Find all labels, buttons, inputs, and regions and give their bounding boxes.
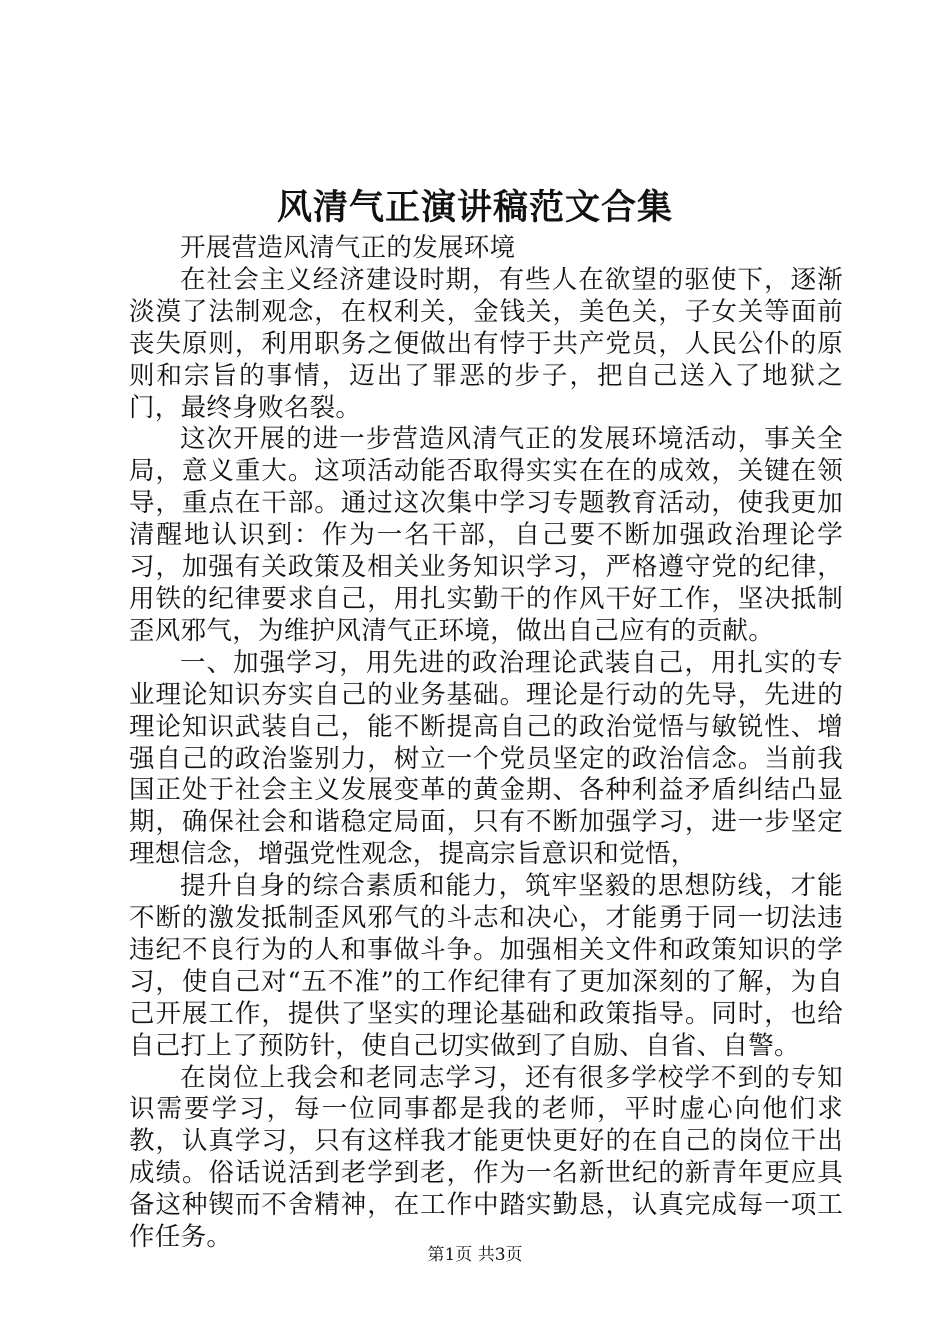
document-title: 风清气正演讲稿范文合集 — [276, 187, 673, 228]
body-paragraph: 这次开展的进一步营造风清气正的发展环境活动，事关全局，意义重大。这项活动能否取得实实在在的成效，关键在领导，重点在干部。通过这次集中学习专题教育活动，使我更加清醒地认识到：作为一名干部，自己要不断加强政治理论学习，加强有关政策及相关业务知识学习，严格遵守党的纪律，用铁的纪律要求自己，用扎实勤干的作风干好工作，坚决抵制歪风邪气，为维护风清气正环境，做出自己应有的贡献。 — [129, 424, 843, 646]
body-paragraph: 一、加强学习，用先进的政治理论武装自己，用扎实的专业理论知识夯实自己的业务基础。理论是行动的先导，先进的理论知识武装自己，能不断提高自己的政治觉悟与敏锐性、增强自己的政治鉴别力，树立一个党员坚定的政治信念。当前我国正处于社会主义发展变革的黄金期、各种利益矛盾纠结凸显期，确保社会和谐稳定局面，只有不断加强学习，进一步坚定理想信念，增强党性观念，提高宗旨意识和觉悟， — [129, 647, 843, 870]
section-heading: 开展营造风清气正的发展环境 — [180, 233, 516, 263]
body-paragraph: 在岗位上我会和老同志学习，还有很多学校学不到的专知识需要学习，每一位同事都是我的老师，平时虚心向他们求教，认真学习，只有这样我才能更快更好的在自己的岗位干出成绩。俗话说活到老学到老，作为一名新世纪的新青年更应具备这种锲而不舍精神，在工作中踏实勤恳，认真完成每一项工作任务。 — [129, 1062, 843, 1253]
document-body — [129, 233, 843, 1254]
body-paragraph: 提升自身的综合素质和能力，筑牢坚毅的思想防线，才能不断的激发抵制歪风邪气的斗志和决心，才能勇于同一切法违违纪不良行为的人和事做斗争。加强相关文件和政策知识的学习，使自己对“五不准”的工作纪律有了更加深刻的了解，为自己开展工作，提供了坚实的理论基础和政策指导。同时，也给自己打上了预防针，使自己切实做到了自励、自省、自警。 — [129, 871, 843, 1061]
body-paragraph: 在社会主义经济建设时期，有些人在欲望的驱使下，逐渐淡漠了法制观念，在权利关，金钱关，美色关，子女关等面前丧失原则，利用职务之便做出有悖于共产党员，人民公仆的原则和宗旨的事情，迈出了罪恶的步子，把自己送入了地狱之门，最终身败名裂。 — [129, 264, 843, 423]
page-number: 第1页 共3页 — [427, 1245, 523, 1265]
